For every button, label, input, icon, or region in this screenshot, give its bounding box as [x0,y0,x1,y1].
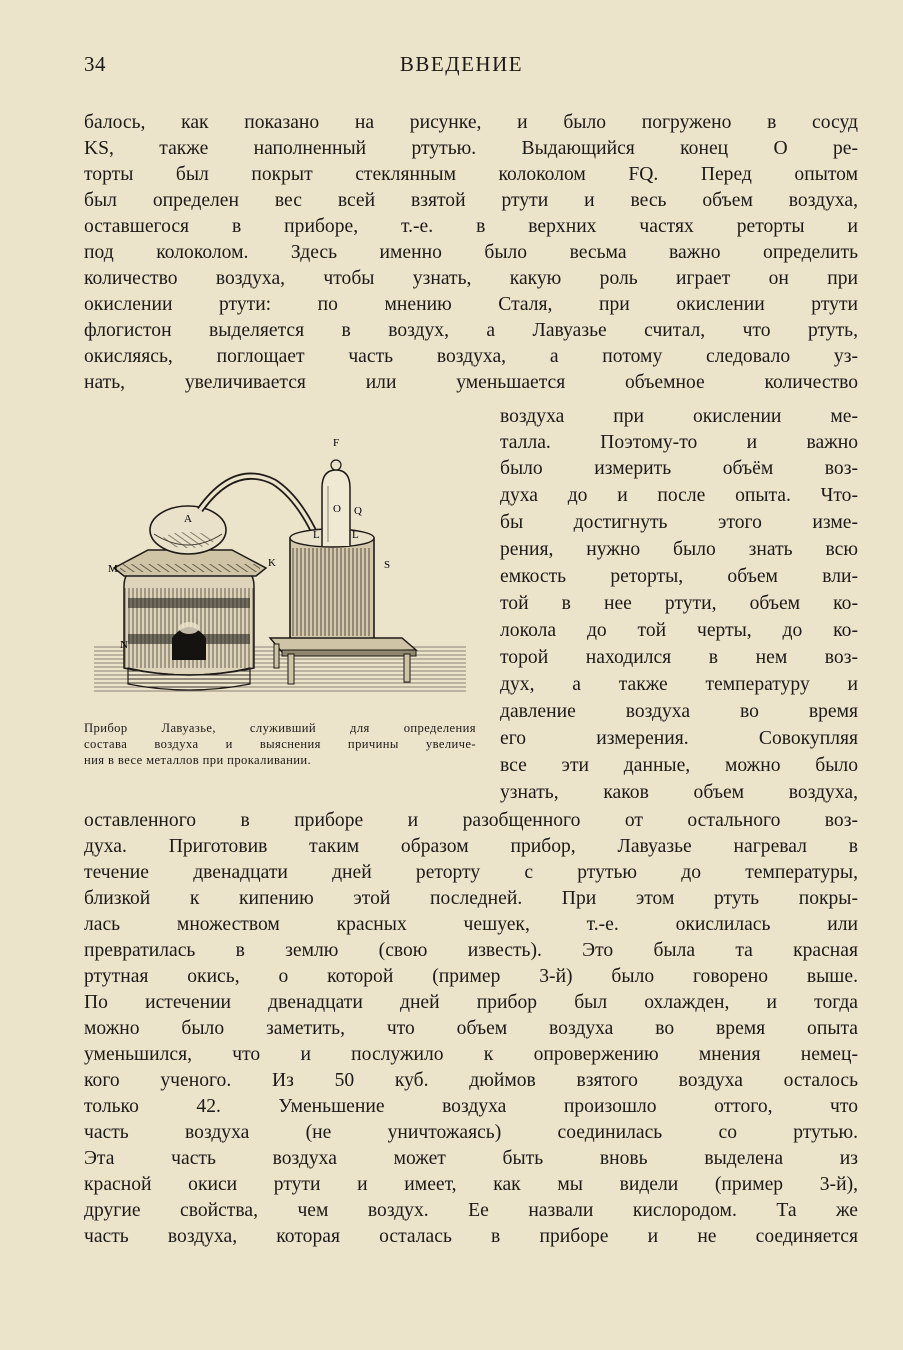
label-A: A [184,513,192,525]
apparatus-drawing [84,438,478,700]
text-line: можно было заметить, что объем воздуха во время опыта [84,1018,858,1039]
text-line: количество воздуха, чтобы узнать, какую роль играет он при [84,268,858,289]
label-M: M [108,563,118,575]
apparatus-illustration [84,438,478,700]
text-line: лась множеством красных чешуек, т.-е. окислилась или [84,914,858,935]
text-line: его измерения. Совокупляя [500,728,858,749]
text-line: бы достигнуть этого изме- [500,512,858,533]
text-line: воздуха при окислении ме- [500,406,858,427]
label-Q: Q [354,505,362,517]
caption-line: состава воздуха и выяснения причины увеличе- [84,737,476,751]
text-line: локола до той черты, до ко- [500,620,858,641]
text-line: был определен вес всей взятой ртути и весь объем воздуха, [84,190,858,211]
page-number: 34 [84,52,106,76]
label-K: K [268,557,276,569]
text-line: духа до и после опыта. Что- [500,485,858,506]
text-line: торты был покрыт стеклянным колоколом FQ. Перед опытом [84,164,858,185]
text-line: окисляясь, поглощает часть воздуха, а потому следовало уз- [84,346,858,367]
text-line: окислении ртути: по мнению Сталя, при окислении ртути [84,294,858,315]
text-line: другие свойства, чем воздух. Ее назвали кислородом. Та же [84,1200,858,1221]
text-line: Эта часть воздуха может быть вновь выделена из [84,1148,858,1169]
text-line: флогистон выделяется в воздух, а Лавуазье считал, что ртуть, [84,320,858,341]
text-line: той в нее ртути, объем ко- [500,593,858,614]
figure-caption [84,720,476,768]
text-line: ртутная окись, о которой (пример 3-й) было говорено выше. [84,966,858,987]
text-line: дух, а также температуру и [500,674,858,695]
text-line: превратилась в землю (свою известь). Это была та красная [84,940,858,961]
text-line: часть воздуха (не уничтожаясь) соединилась со ртутью. [84,1122,858,1143]
text-line: духа. Приготовив таким образом прибор, Лавуазье нагревал в [84,836,858,857]
label-L-left: L [313,529,320,541]
text-line: уменьшился, что и послужило к опровержению мнения немец- [84,1044,858,1065]
label-F: F [333,438,340,449]
text-line: течение двенадцати дней реторту с ртутью до температуры, [84,862,858,883]
text-line: торой находился в нем воз- [500,647,858,668]
text-line: талла. Поэтому-то и важно [500,432,858,453]
text-line: все эти данные, можно было [500,755,858,776]
text-line: давление воздуха во время [500,701,858,722]
text-line: близкой к кипению этой последней. При этом ртуть покры- [84,888,858,909]
text-line: рения, нужно было знать всю [500,539,858,560]
text-line: часть воздуха, которая осталась в приборе и не соединяется [84,1226,858,1247]
label-S: S [384,559,391,571]
text-line: только 42. Уменьшение воздуха произошло оттого, что [84,1096,858,1117]
text-line: балось, как показано на рисунке, и было погружено в сосуд [84,112,858,133]
running-title: ВВЕДЕНИЕ [399,52,524,76]
label-N: N [120,639,128,651]
caption-line: Прибор Лавуазье, служивший для определения [84,721,476,735]
text-line: было измерить объём воз- [500,458,858,479]
caption-line: ния в весе металлов при прокаливании. [84,753,312,767]
text-line: кого ученого. Из 50 куб. дюймов взятого воздуха осталось [84,1070,858,1091]
text-line: емкость реторты, объем вли- [500,566,858,587]
text-line: По истечении двенадцати дней прибор был охлажден, и тогда [84,992,858,1013]
text-line: красной окиси ртути и имеет, как мы видели (пример 3-й), [84,1174,858,1195]
text-line: под колоколом. Здесь именно было весьма важно определить [84,242,858,263]
text-line: нать, увеличивается или уменьшается объемное количество [84,372,858,393]
text-line: узнать, каков объем воздуха, [500,782,858,803]
text-line: KS, также наполненный ртутью. Выдающийся конец O ре- [84,138,858,159]
label-L-right: L [352,529,359,541]
label-O: O [333,503,341,515]
text-line: оставленного в приборе и разобщенного от остального воз- [84,810,858,831]
text-line: оставшегося в приборе, т.-е. в верхних частях реторты и [84,216,858,237]
